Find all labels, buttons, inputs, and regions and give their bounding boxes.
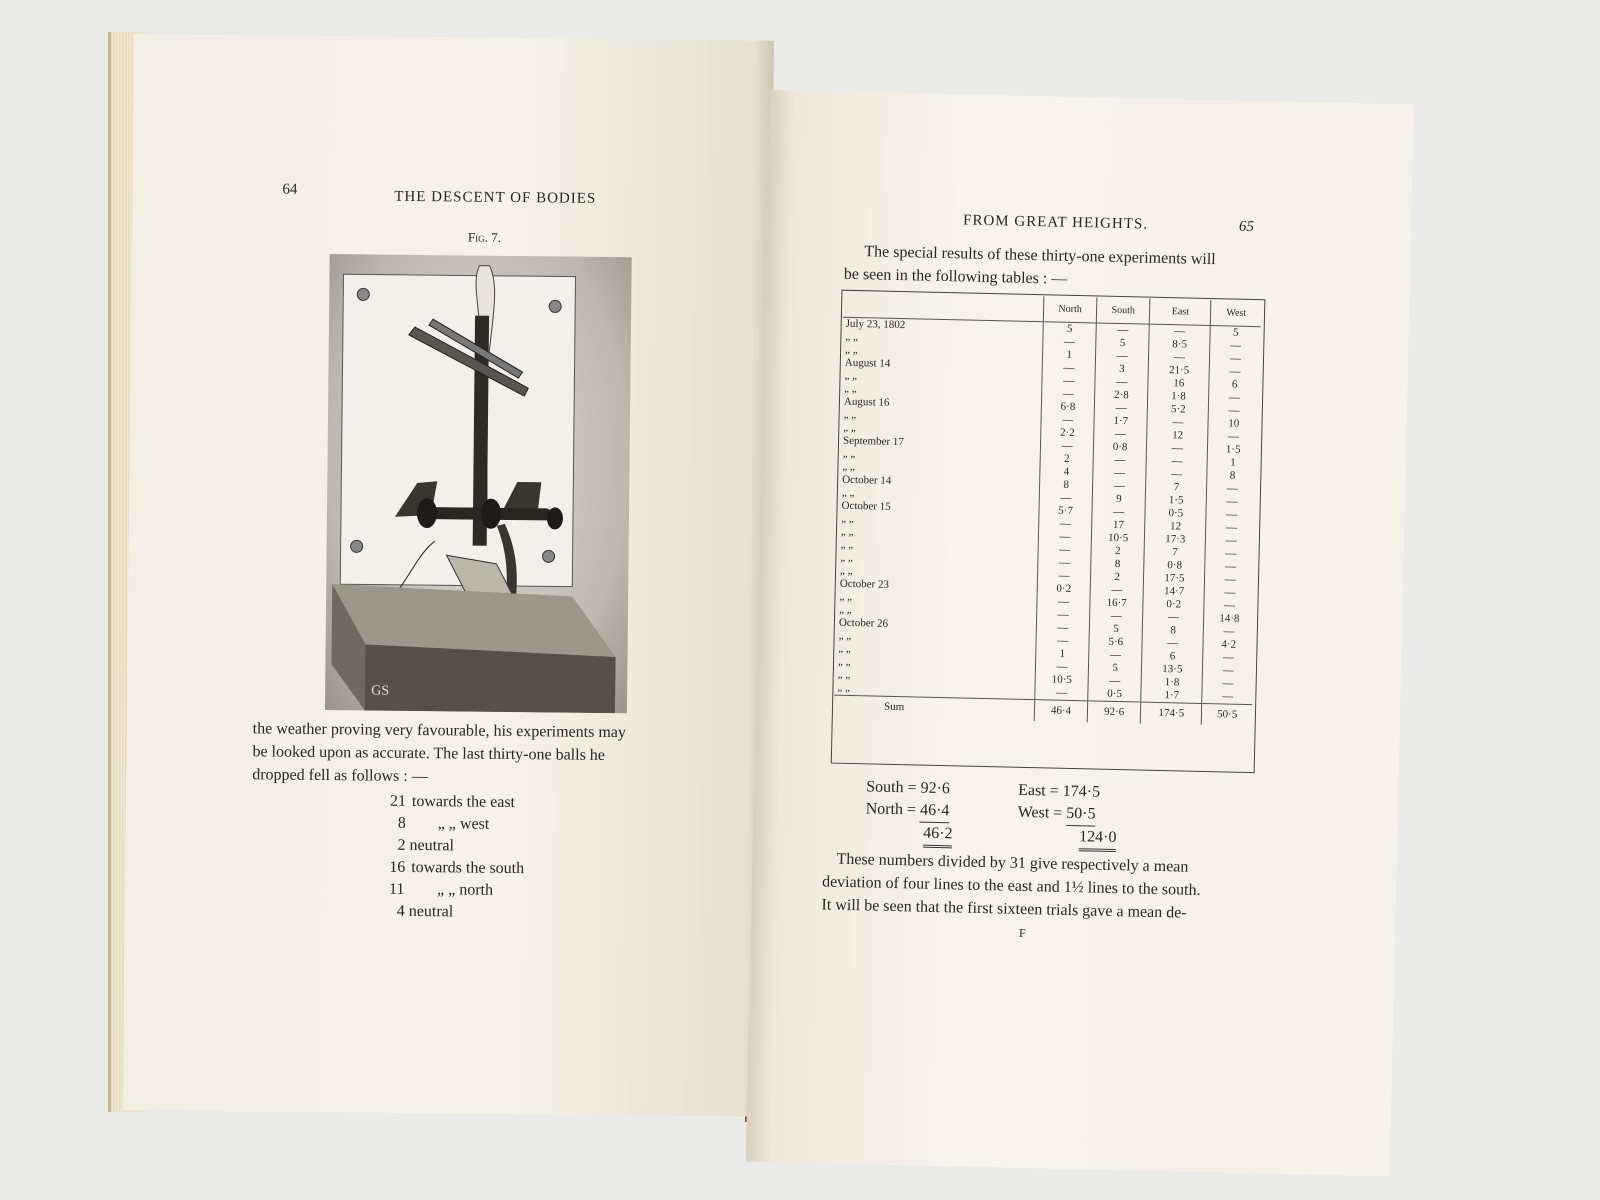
intro-line: The special results of these thirty-one experiments will [864,243,1216,269]
totals-line [865,798,953,823]
table-cell: 1 [1042,348,1095,362]
row-date: „ „ [841,486,855,500]
intro-text [844,240,1275,296]
table-cell: 14·7 [1143,585,1205,599]
table-cell: — [1147,442,1209,456]
row-date: „ „ [839,564,853,577]
table-cell: — [1205,573,1255,587]
table-cell: — [1036,621,1089,635]
table-cell: — [1037,569,1090,583]
table-cell: — [1090,583,1143,597]
table-cell: — [1040,439,1093,453]
table-cell: — [1096,323,1149,338]
table-cell: 21·5 [1148,364,1210,378]
totals-line [865,821,953,848]
paragraph-line: be looked upon as accurate. The last thirty-one balls he [252,743,606,764]
row-date: „ „ [842,447,856,461]
table-cell: 1·5 [1208,443,1258,457]
table-cell: 10·5 [1035,673,1088,687]
table-cell: — [1143,611,1205,625]
left-page [123,34,774,1117]
table-cell: — [1039,517,1092,531]
table-cell: — [1092,505,1145,519]
drops-row [389,857,629,882]
table-cell: — [1089,648,1142,662]
conclusion-text [821,847,1262,926]
drop-text: 2 neutral [397,836,455,855]
table-cell: — [1207,495,1257,509]
table-cell: 6 [1142,650,1204,664]
drops-row [390,813,630,838]
row-date: „ „ [839,590,853,603]
row-date: October 23 [839,577,890,591]
table-cell: 1·5 [1145,494,1207,508]
sum-cell: 92·6 [1087,701,1141,724]
table-cell: — [1041,413,1094,427]
row-date: „ „ [837,655,851,668]
table-cell: — [1090,609,1143,623]
drops-row [390,791,630,816]
table-cell: 5 [1043,322,1096,337]
table-cell: — [1042,374,1095,388]
totals-label: North = [865,800,921,819]
signature-mark: F [1018,925,1026,941]
table-cell: — [1205,560,1255,574]
table-cell: — [1036,634,1089,648]
table-cell: — [1205,586,1255,600]
table-cell: 5·2 [1147,403,1209,417]
table-cell: — [1204,625,1254,639]
table-cell: 8·5 [1149,338,1211,352]
table-cell: — [1095,375,1148,389]
table-cell: — [1038,556,1091,570]
table-cell: — [1206,534,1256,548]
apparatus-illustration [325,254,632,713]
table-cell: 12 [1145,520,1207,534]
row-date: July 23, 1802 [845,317,906,332]
row-date: „ „ [842,460,856,474]
row-date: „ „ [838,642,851,655]
table-cell: — [1203,664,1253,678]
row-date: August 16 [843,395,890,409]
row-date: „ „ [840,525,854,539]
row-date: „ „ [845,330,859,344]
table-cell: 0·8 [1144,559,1206,573]
table-cell: — [1042,387,1095,401]
table-cell: 0·5 [1088,687,1141,702]
totals-line: East = 174·5 [1017,781,1101,801]
table-cell: — [1088,674,1141,688]
table-cell: — [1209,404,1259,418]
table-cell: — [1142,637,1204,651]
table-cell: 17·5 [1144,572,1206,586]
totals-value: 46·4 [920,800,950,824]
table-header: East [1150,299,1212,326]
drops-list [389,791,630,926]
drop-text: „ „ west [437,815,490,833]
row-date: August 14 [844,356,891,370]
totals-label: West = [1017,803,1067,822]
table-cell: 8 [1207,469,1257,483]
table-cell: — [1037,595,1090,609]
sum-label: Sum [834,695,1035,721]
table-cell: 1·7 [1141,689,1203,704]
table-cell: 16 [1148,377,1210,391]
table-cell: 1·8 [1141,676,1203,690]
table-cell: — [1035,686,1088,701]
table-cell: 10·5 [1091,531,1144,545]
table-cell: — [1149,351,1211,365]
table-cell: — [1210,352,1260,366]
table-cell: 14·8 [1204,612,1254,626]
table-cell: 1·8 [1148,390,1210,404]
conclusion-line: These numbers divided by 31 give respectively a mean [836,850,1189,876]
table-cell: 2·8 [1095,388,1148,402]
table-cell: 9 [1092,492,1145,506]
table-cell: 2 [1091,570,1144,584]
running-head: FROM GREAT HEIGHTS. [962,212,1149,233]
table-cell: 16·7 [1090,596,1143,610]
table-cell: — [1038,530,1091,544]
table-cell: — [1210,365,1260,379]
table-cell: 0·5 [1145,507,1207,521]
page-number: 65 [1238,218,1255,236]
row-date: „ „ [843,421,857,435]
drops-row [389,901,629,926]
row-date: „ „ [841,512,854,526]
row-date: October 26 [838,616,889,630]
table-cell: 6 [1209,378,1259,392]
drops-row [389,835,629,860]
row-date: „ „ [843,408,857,422]
table-cell: 5 [1088,661,1141,675]
paragraph-text [252,717,683,790]
table-cell: 5 [1089,622,1142,636]
sum-cell: 174·5 [1140,702,1202,725]
drop-count: 11 [388,880,405,898]
table-cell: 8 [1039,478,1092,492]
conclusion-line: It will be seen that the first sixteen trials gave a mean de- [821,896,1187,922]
totals-line [1017,802,1117,827]
table-cell: — [1210,339,1260,353]
table-header: West [1211,300,1262,327]
intro-line: be seen in the following tables : — [843,265,1068,288]
table-cell: 0·2 [1143,598,1205,612]
table-cell: — [1203,651,1253,665]
row-date: „ „ [840,538,854,552]
row-date: „ „ [837,668,851,681]
table-cell: 17·3 [1145,533,1207,547]
table-header: North [1043,296,1097,323]
table-cell: 7 [1144,546,1206,560]
totals-result: 124·0 [1079,826,1117,852]
table-cell: — [1204,599,1254,613]
table-cell: 4 [1040,465,1093,479]
table-cell: 8 [1142,624,1204,638]
table-cell: — [1094,401,1147,415]
row-date: October 15 [841,499,891,513]
table-cell: — [1206,508,1256,522]
totals-line [1017,825,1117,852]
table-cell: — [1208,430,1258,444]
drop-count: 21 [389,792,407,810]
table-cell: — [1209,391,1259,405]
table-cell: — [1202,677,1252,691]
table-cell: 2 [1040,452,1093,466]
table-cell: — [1039,491,1092,505]
row-date: October 14 [842,473,892,487]
table-cell: — [1037,608,1090,622]
running-head: THE DESCENT OF BODIES [394,188,597,207]
row-date: „ „ [844,382,857,396]
table-cell: — [1093,453,1146,467]
table-cell: 5·7 [1039,504,1092,518]
table-cell: — [1207,482,1257,496]
paragraph-line: dropped fell as follows : — [252,766,428,786]
right-page [746,90,1414,1176]
drop-text: 4 neutral [396,902,454,921]
table-cell: 5·6 [1089,635,1142,649]
table-header: South [1096,297,1150,324]
row-date: „ „ [838,629,852,642]
table-cell: — [1147,416,1209,430]
table-cell: 17 [1092,518,1145,532]
drop-text: towards the east [411,792,516,812]
table-cell: 2·2 [1041,426,1094,440]
totals-east-west [1017,780,1118,852]
table-cell: 1 [1207,456,1257,470]
table-cell: 6·8 [1041,400,1094,414]
totals-result: 46·2 [923,823,953,849]
results-table [834,292,1262,726]
table-cell: — [1035,660,1088,674]
table-cell: 1 [1036,647,1089,661]
table-cell: — [1205,547,1255,561]
table-cell: — [1093,479,1146,493]
table-cell: 0·2 [1037,582,1090,596]
table-cell: 12 [1147,429,1209,443]
row-date: „ „ [844,343,858,357]
table-cell: — [1206,521,1256,535]
row-date: „ „ [837,681,851,694]
table-cell: 5 [1210,326,1260,341]
table-cell: 2 [1091,544,1144,558]
table-cell: 4·2 [1203,638,1253,652]
totals-north-south [865,776,954,848]
totals-line: South = 92·6 [866,778,951,798]
table-cell: 10 [1208,417,1258,431]
svg-text:GS: GS [371,683,390,699]
conclusion-line: deviation of four lines to the east and 1½ lines to the south. [821,873,1201,899]
page-number: 64 [282,181,298,198]
table-cell: 5 [1096,336,1149,350]
table-cell: 13·5 [1142,663,1204,677]
table-cell: — [1043,335,1096,349]
row-date: „ „ [840,551,854,565]
table-cell: — [1094,427,1147,441]
table-cell: — [1042,361,1095,375]
table-cell: — [1146,468,1208,482]
drop-text: „ „ north [436,881,494,899]
table-cell: — [1149,324,1211,339]
drop-count: 8 [397,814,406,832]
totals-value: 50·5 [1066,803,1096,827]
table-cell: 0·8 [1093,440,1146,454]
figure-caption: Fig. 7. [467,229,501,245]
table-cell: — [1038,543,1091,557]
paragraph-line: the weather proving very favourable, his experiments may [252,720,627,742]
table-cell: — [1093,466,1146,480]
table-cell: 3 [1095,362,1148,376]
table-cell: — [1096,349,1149,363]
row-date: September 17 [842,434,904,449]
sum-cell: 50·5 [1202,703,1252,726]
drop-count: 16 [389,858,406,876]
drops-row [389,879,629,904]
table-cell: — [1146,455,1208,469]
table-cell: 7 [1146,481,1208,495]
table-cell: — [1202,690,1252,705]
table-cell: 1·7 [1094,414,1147,428]
row-date: „ „ [844,369,858,383]
row-date: „ „ [839,603,852,616]
sum-cell: 46·4 [1034,700,1088,723]
drop-text: towards the south [411,858,525,878]
table-cell: 8 [1091,557,1144,571]
